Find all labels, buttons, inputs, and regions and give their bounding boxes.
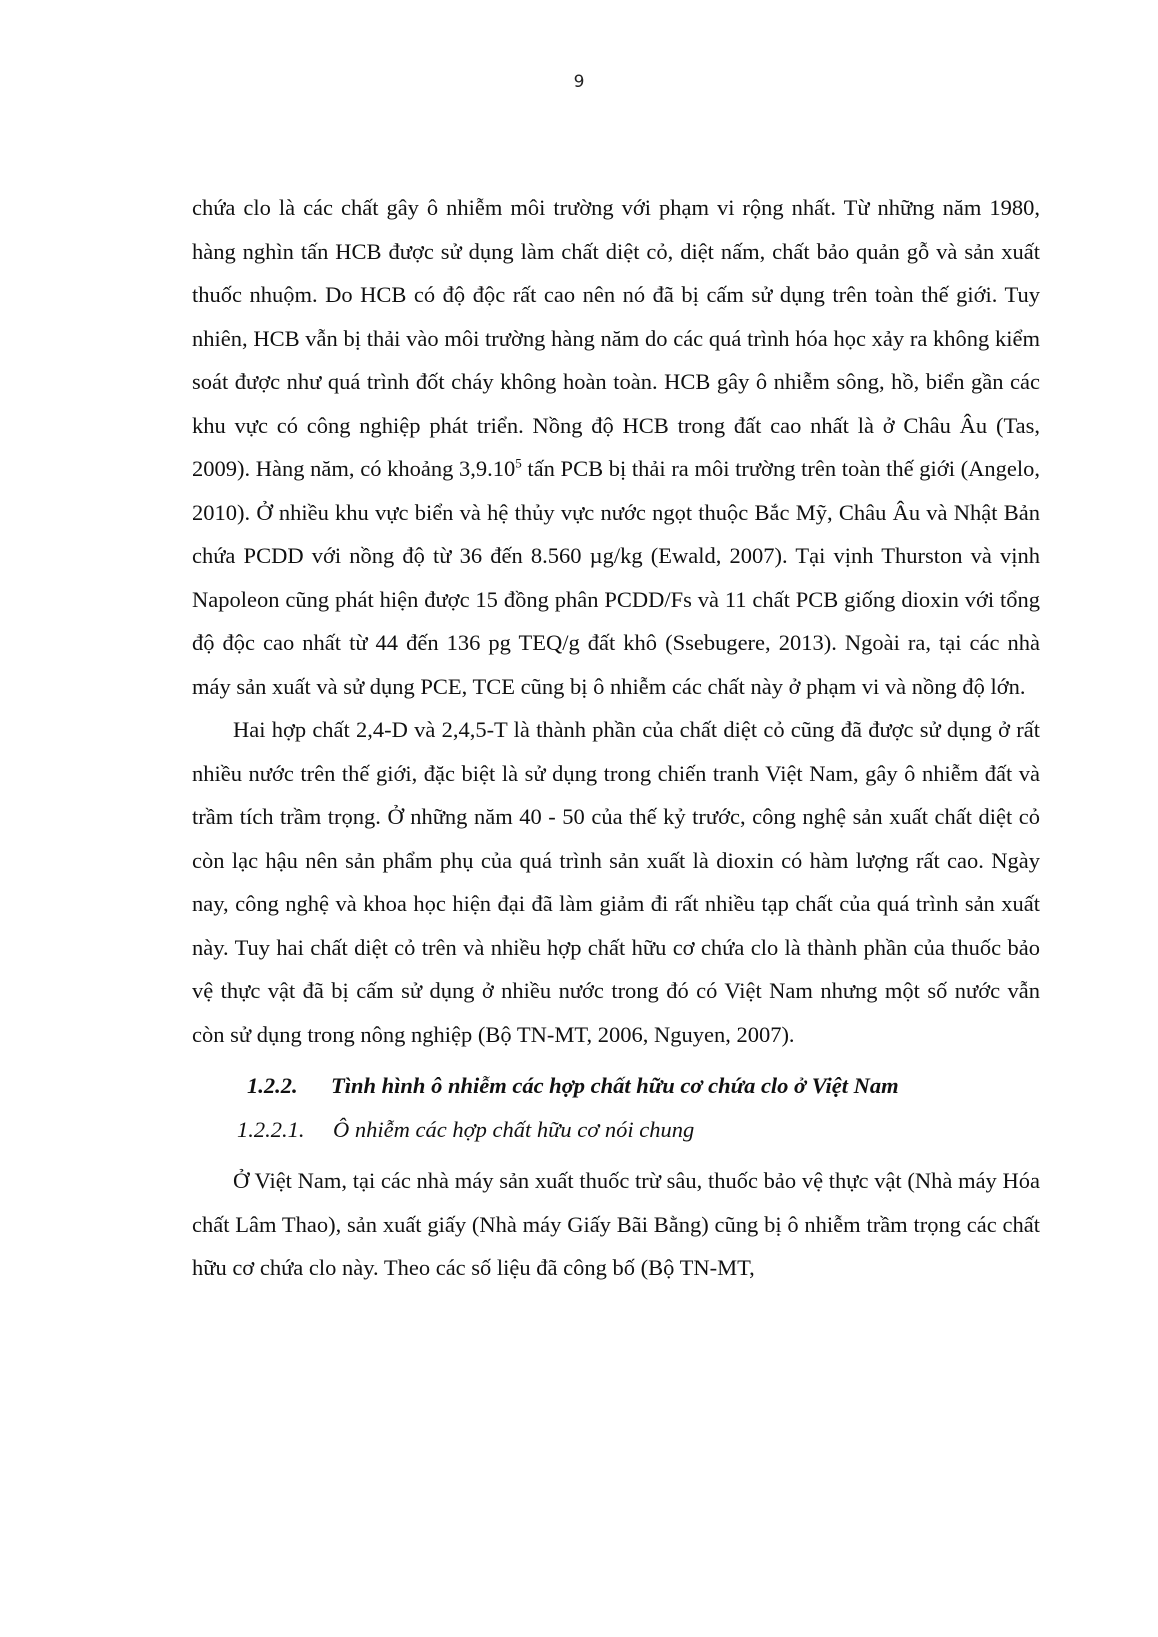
page-number: 9 <box>573 72 585 92</box>
subsection-number: 1.2.2.1. <box>237 1116 305 1142</box>
subsection-heading <box>192 1108 1040 1152</box>
paragraph-vietnam-factories: Ở Việt Nam, tại các nhà máy sản xuất thuốc trừ sâu, thuốc bảo vệ thực vật (Nhà máy Hóa chất Lâm Thao), sản xuất giấy (Nhà máy Giấy Bãi Bằng) cũng bị ô nhiễm trầm trọng các chất hữu cơ chứa clo này. Theo các số liệu đã công bố (Bộ TN-MT, <box>192 1168 1040 1280</box>
paragraph-text: tấn PCB bị thải ra môi trường trên toàn thế giới (Angelo, 2010). Ở nhiều khu vực biển và hệ thủy vực nước ngọt thuộc Bắc Mỹ, Châu Âu và Nhật Bản chứa PCDD với nồng độ từ 36 đến 8.560 µg/kg (Ewald, 2007). Tại vịnh Thurston và vịnh Napoleon cũng phát hiện được 15 đồng phân PCDD/Fs và 11 chất PCB giống dioxin với tổng độ độc cao nhất từ 44 đến 136 pg TEQ/g đất khô (Ssebugere, 2013). Ngoài ra, tại các nhà máy sản xuất và sử dụng PCE, TCE cũng bị ô nhiễm các chất này ở phạm vi và nồng độ lớn. <box>192 456 1040 699</box>
section-title: Tình hình ô nhiễm các hợp chất hữu cơ chứa clo ở Việt Nam <box>331 1073 899 1098</box>
document-body <box>192 186 1040 1290</box>
section-number: 1.2.2. <box>247 1073 298 1098</box>
paragraph-herbicides: Hai hợp chất 2,4-D và 2,4,5-T là thành phần của chất diệt cỏ cũng đã được sử dụng ở rất nhiều nước trên thế giới, đặc biệt là sử dụng trong chiến tranh Việt Nam, gây ô nhiễm đất và trầm tích trầm trọng. Ở những năm 40 - 50 của thế kỷ trước, công nghệ sản xuất chất diệt cỏ còn lạc hậu nên sản phẩm phụ của quá trình sản xuất là dioxin có hàm lượng rất cao. Ngày nay, công nghệ và khoa học hiện đại đã làm giảm đi rất nhiều tạp chất của quá trình sản xuất này. Tuy hai chất diệt cỏ trên và nhiều hợp chất hữu cơ chứa clo là thành phần của thuốc bảo vệ thực vật đã bị cấm sử dụng ở nhiều nước trong đó có Việt Nam nhưng một số nước vẫn còn sử dụng trong nông nghiệp (Bộ TN-MT, 2006, Nguyen, 2007). <box>192 717 1040 1047</box>
paragraph-hcb-pcb-pollution <box>192 186 1040 708</box>
section-heading <box>192 1064 1040 1108</box>
paragraph-text: chứa clo là các chất gây ô nhiễm môi trường với phạm vi rộng nhất. Từ những năm 1980, hàng nghìn tấn HCB được sử dụng làm chất diệt cỏ, diệt nấm, chất bảo quản gỗ và sản xuất thuốc nhuộm. Do HCB có độ độc rất cao nên nó đã bị cấm sử dụng trên toàn thế giới. Tuy nhiên, HCB vẫn bị thải vào môi trường hàng năm do các quá trình hóa học xảy ra không kiểm soát được như quá trình đốt cháy không hoàn toàn. HCB gây ô nhiễm sông, hồ, biển gần các khu vực có công nghiệp phát triển. Nồng độ HCB trong đất cao nhất là ở Châu Âu (Tas, 2009). Hàng năm, có khoảng 3,9.10 <box>192 195 1040 481</box>
subsection-title: Ô nhiễm các hợp chất hữu cơ nói chung <box>333 1116 695 1142</box>
superscript-exponent: 5 <box>515 455 522 471</box>
